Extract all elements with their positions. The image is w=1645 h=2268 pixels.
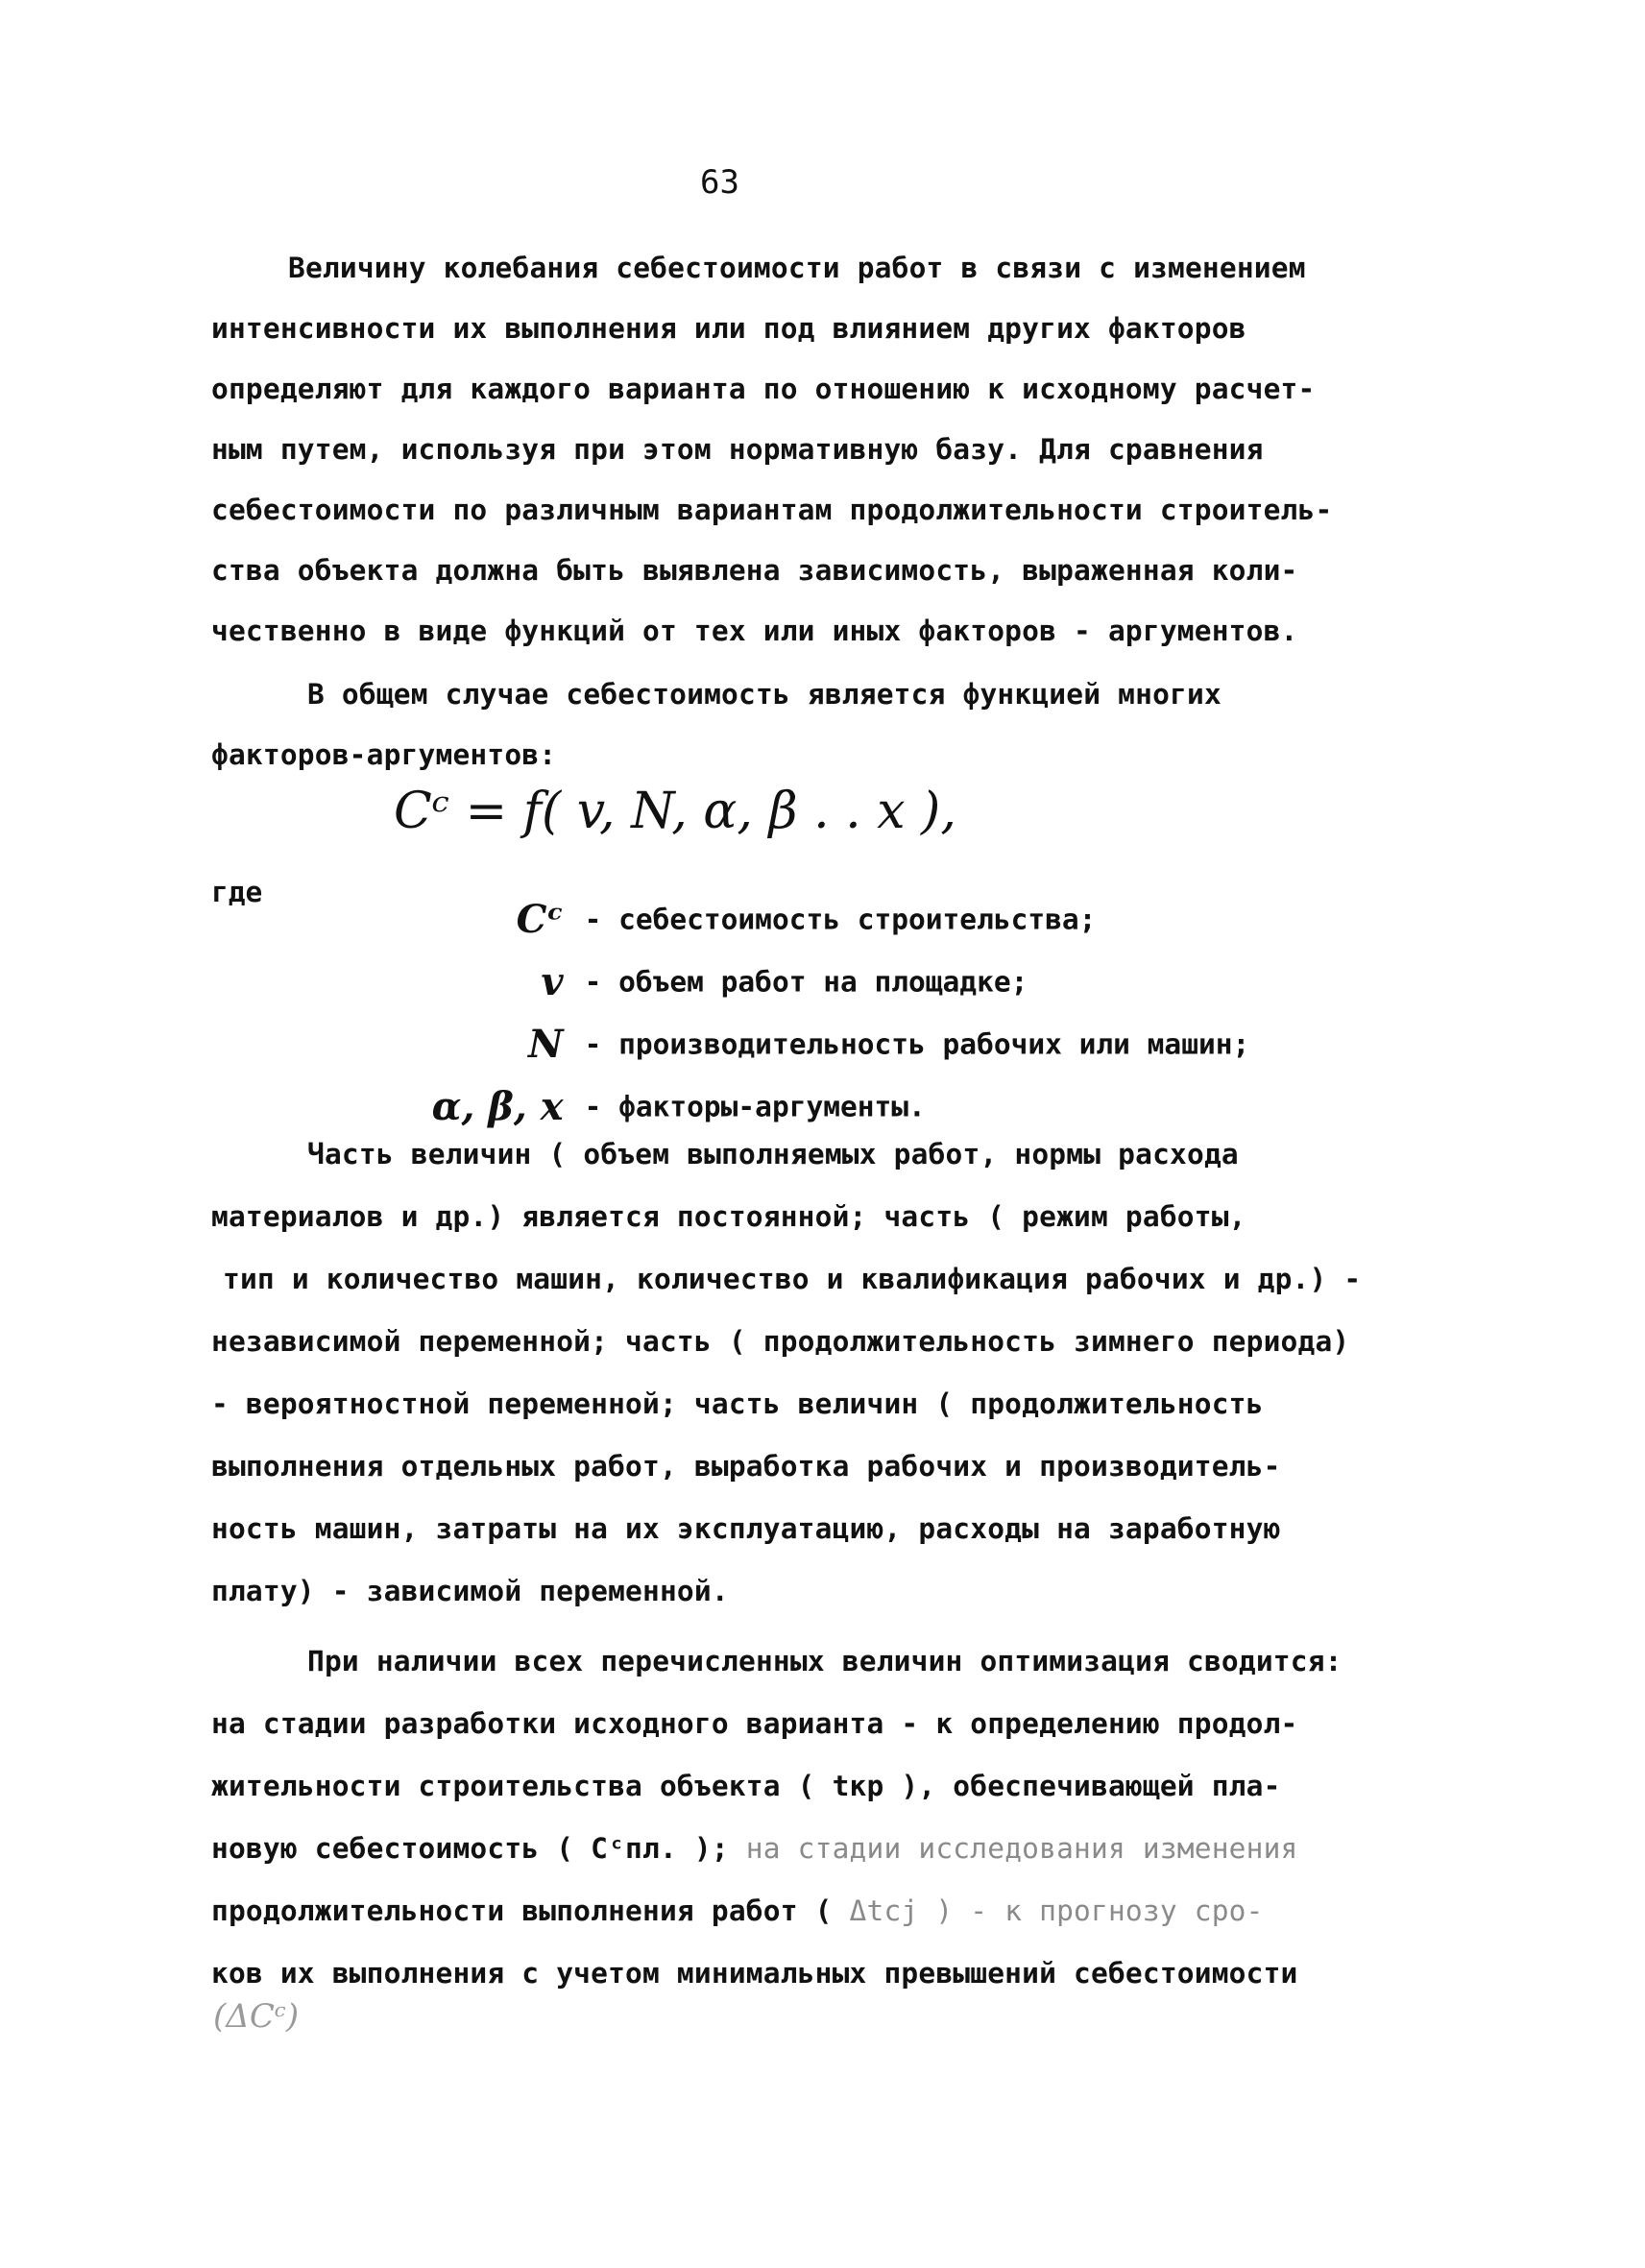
paragraph-1-line: Величину колебания себестоимости работ в связи с изменением: [288, 252, 1306, 284]
paragraph-4-line: При наличии всех перечисленных величин оптимизация сводится:: [307, 1645, 1343, 1677]
paragraph-4-line: на стадии разработки исходного варианта - к определению продол-: [211, 1707, 1298, 1740]
definition-row: [317, 1051, 926, 1129]
paragraph-3-line: ность машин, затраты на их эксплуатацию, расходы на заработную: [211, 1512, 1281, 1545]
definition-text: - себестоимость строительства;: [584, 903, 1097, 936]
definition-symbol: Cᶜ: [516, 897, 564, 942]
paragraph-4-segment: продолжительности выполнения работ (: [211, 1894, 850, 1927]
definition-row: [317, 864, 1097, 942]
definition-row: [317, 927, 1028, 1004]
paragraph-3-line: Часть величин ( объем выполняемых работ, нормы расхода: [307, 1138, 1239, 1170]
paragraph-1-line: чественно в виде функций от тех или иных факторов - аргументов.: [211, 615, 1298, 647]
definition-text: - объем работ на площадке;: [584, 965, 1028, 999]
paragraph-4-line: [211, 1894, 1264, 1927]
paragraph-1-line: себестоимости по различным вариантам продолжительности строитель-: [211, 494, 1333, 526]
definition-row: [317, 989, 1250, 1067]
paragraph-1-line: интенсивности их выполнения или под влиянием других факторов: [211, 312, 1246, 345]
paragraph-3-line: материалов и др.) является постоянной; часть ( режим работы,: [211, 1200, 1246, 1233]
cost-formula: Cᶜ = f( v, N, α, β . . x ),: [394, 783, 956, 840]
paragraph-4-faint-segment: на стадии исследования изменения: [745, 1832, 1298, 1865]
paragraph-4-line: жительности строительства объекта ( tкр ), обеспечивающей пла-: [211, 1770, 1281, 1802]
paragraph-1-line: ства объекта должна быть выявлена зависимость, выраженная коли-: [211, 554, 1298, 587]
where-label: где: [211, 876, 263, 908]
paragraph-3-line: плату) - зависимой переменной.: [211, 1575, 729, 1607]
paragraph-4-segment: новую себестоимость ( Cᶜпл. );: [211, 1832, 746, 1865]
paragraph-4-line: ков их выполнения с учетом минимальных превышений себестоимости: [211, 1957, 1298, 1990]
paragraph-1-line: определяют для каждого варианта по отношению к исходному расчет-: [211, 373, 1316, 405]
definition-symbol: N: [528, 1022, 564, 1067]
paragraph-4-faint-segment: ) - к прогнозу сро-: [918, 1894, 1264, 1927]
paragraph-4-line: [211, 1832, 1298, 1865]
paragraph-1-line: ным путем, используя при этом нормативную базу. Для сравнения: [211, 433, 1264, 466]
paragraph-3-line: - вероятностной переменной; часть величин ( продолжительность: [211, 1387, 1264, 1420]
page-number: 63: [700, 163, 739, 202]
paragraph-2-line: В общем случае себестоимость является функцией многих: [307, 678, 1222, 711]
paragraph-3-line: тип и количество машин, количество и квалификация рабочих и др.) -: [223, 1263, 1362, 1295]
faint-handwritten-note: (ΔCᶜ): [213, 1997, 300, 2036]
definition-symbol: v: [541, 959, 564, 1004]
paragraph-3-line: независимой переменной; часть ( продолжительность зимнего периода): [211, 1325, 1350, 1358]
definition-text: - факторы-аргументы.: [584, 1090, 926, 1123]
paragraph-4-faint-segment: Δtcj: [849, 1894, 919, 1927]
paragraph-2-line: факторов-аргументов:: [211, 738, 557, 771]
paragraph-3-line: выполнения отдельных работ, выработка рабочих и производитель-: [211, 1450, 1281, 1483]
definition-text: - производительность рабочих или машин;: [584, 1027, 1250, 1061]
definition-symbol: α, β, x: [431, 1084, 564, 1129]
